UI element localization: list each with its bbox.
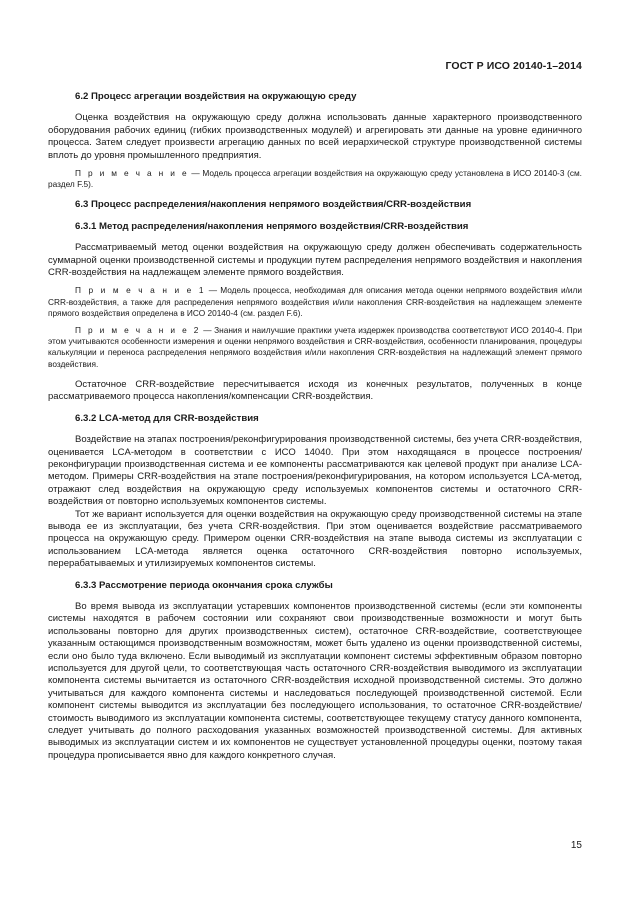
section-6-3-3-heading: 6.3.3 Рассмотрение периода окончания срока службы (75, 579, 333, 591)
note-2-text: — Знания и наилучшие практики учета издержек производства соответствуют ИСО 20140-4. При этом учитываются особенности измерения и оценки непрямого воздействия и CRR-воздействия, особенности планирования, процедуры калькуляции и переноса распределения непрямого воздействия и/или накопления CRR-воздействия на надлежащий элемент прямого воздействия. (48, 325, 582, 369)
section-6-3-2-paragraph-1: Воздействие на этапах построения/реконфигурирования производственной системы, без учета CRR-воздействия, оценивается LCA-методом в соответствии с ИСО 14040. При этом находящаяся в процессе построения/реконфигурации производственная система и ее компоненты рассматриваются как целевой продукт при анализе LCA-методом. Примеры CRR-воздействия на этапе построения/реконфигурирования, на котором используется LCA-метод, отражают след воздействия на окружающую среду используемых компонентов системы и остаточного CRR-воздействия от повторно используемых компонентов системы. (48, 434, 582, 508)
section-6-3-1-note-2 (48, 325, 582, 370)
note-2-label: П р и м е ч а н и е 2 (75, 325, 201, 336)
section-6-3-2-heading: 6.3.2 LCA-метод для CRR-воздействия (75, 412, 259, 424)
document-body (48, 91, 582, 771)
page-number: 15 (570, 840, 582, 851)
section-6-2-note (48, 168, 582, 190)
section-6-3-3-paragraph: Во время вывода из эксплуатации устаревших компонентов производственной системы (если эти компоненты системы находятся в рабочем состоянии или сохраняют свои производственные возможности и могут быть использованы повторно для других производственных систем), остаточное CRR-воздействие, соответствующее указанным остающимся производственным возможностям, может быть удалено из оценки производственной системы, если оно было туда включено. Если выводимый из эксплуатации компонент системы эффективным образом повторно используется для другой цели, то соответствующая часть остаточного CRR-воздействия выводимого из эксплуатации компонента системы вычитается из остаточного CRR-воздействия исходной производственной системы. Это должно учитываться для каждого компонента системы и наследоваться последующей производственной системой. Если компонент системы выводится из эксплуатации без последующего использования, то остаточное CRR-воздействие/стоимость выводимого из эксплуатации компонента системы, соответствующее текущему статусу данного компонента, следует учитывать до полного расходования указанных возможностей производственной системы. Для активных выводимых из эксплуатации систем и их компонентов не существует установленной процедуры оценки, поэтому такая процедура прописывается явно для каждого конкретного случая. (48, 600, 582, 761)
note-1-label: П р и м е ч а н и е 1 (75, 285, 206, 296)
section-6-3-1-paragraph-1: Рассматриваемый метод оценки воздействия на окружающую среду должен обеспечивать содержательность суммарной оценки производственной системы и продукции путем распределения непрямого воздействия и накопления CRR-воздействия на надлежащем элементе прямого воздействия. (48, 242, 582, 279)
section-6-3-1-heading: 6.3.1 Метод распределения/накопления непрямого воздействия/CRR-воздействия (75, 220, 469, 232)
section-6-3-2-paragraph-2: Тот же вариант используется для оценки воздействия на окружающую среду производственной системы на этапе вывода ее из эксплуатации, без учета CRR-воздействия. При этом оценивается воздействие рассматриваемого процесса на окружающую среду. Примером оценки CRR-воздействия на этапе вывода системы из эксплуатации с использованием LCA-метода является оценка остаточного CRR-воздействия повторно используемых, перерабатываемых и утилизируемых компонентов системы. (48, 508, 582, 570)
section-6-3-1-note-1 (48, 285, 582, 319)
note-label: П р и м е ч а н и е (75, 168, 189, 179)
note-1-text: — Модель процесса, необходимая для описания метода оценки непрямого воздействия и/или CRR-воздействия, а также для распределения непрямого воздействия и/или накопления CRR-воздействия на надлежащем элементе прямого воздействия определена в ИСО 20140-4 (см. раздел F.6). (48, 285, 582, 318)
section-6-2-paragraph: Оценка воздействия на окружающую среду должна использовать данные характерного производственного оборудования рабочих единиц (гибких производственных модулей) и агрегировать эти данные на уровне единичного процесса. Затем следует произвести агрегацию данных по всей иерархической структуре производственной системы вплоть до уровня промышленного предприятия. (48, 112, 582, 161)
section-6-2-heading: 6.2 Процесс агрегации воздействия на окружающую среду (75, 91, 357, 102)
section-6-3-1-paragraph-2: Остаточное CRR-воздействие пересчитывается исходя из конечных результатов, полученных в конце рассматриваемого процесса накопления/компенсации CRR-воздействия. (48, 378, 582, 403)
document-id-header: ГОСТ Р ИСО 20140-1–2014 (445, 60, 582, 72)
section-6-3-heading: 6.3 Процесс распределения/накопления непрямого воздействия/CRR-воздействия (75, 199, 472, 211)
note-text: — Модель процесса агрегации воздействия на окружающую среду установлена в ИСО 20140-3 (см. раздел F.5). (48, 168, 582, 190)
